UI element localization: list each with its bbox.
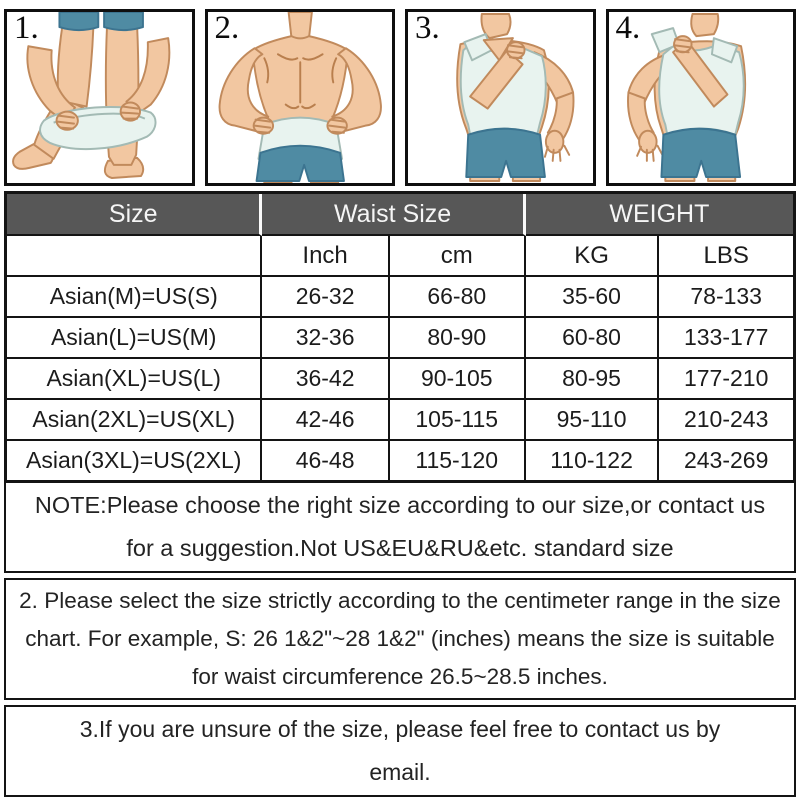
instruction-panel-4 [606,9,797,186]
lbs-cell: 177-210 [659,359,793,400]
kg-cell: 60-80 [526,318,660,359]
table-header-row [7,194,793,236]
column-header-waist-size: Waist Size [262,194,525,236]
note-contact-email: 3.If you are unsure of the size, please feel free to contact us by email. [4,705,796,797]
unit-lbs: LBS [659,236,793,277]
lbs-cell: 210-243 [659,400,793,441]
table-row [7,400,793,441]
lbs-cell: 78-133 [659,277,793,318]
size-chart-table [4,191,796,483]
cm-cell: 80-90 [390,318,526,359]
instruction-panel-3 [405,9,596,186]
size-cell: Asian(L)=US(M) [7,318,262,359]
inch-cell: 26-32 [262,277,389,318]
table-row [7,277,793,318]
note-sizing-standard: NOTE:Please choose the right size according to our size,or contact us for a suggestion.Not US&EU&RU&etc. standard size [4,483,796,573]
lbs-cell: 133-177 [659,318,793,359]
cm-cell: 105-115 [390,400,526,441]
units-empty-cell [7,236,262,277]
cm-cell: 115-120 [390,441,526,480]
kg-cell: 35-60 [526,277,660,318]
unit-inch: Inch [262,236,389,277]
instruction-panel-2 [205,9,396,186]
kg-cell: 80-95 [526,359,660,400]
instruction-panels [4,9,796,186]
cm-cell: 90-105 [390,359,526,400]
table-row [7,441,793,480]
inch-cell: 46-48 [262,441,389,480]
table-row [7,318,793,359]
step-number: 4. [615,10,641,46]
kg-cell: 95-110 [526,400,660,441]
column-header-weight: WEIGHT [526,194,793,236]
size-cell: Asian(2XL)=US(XL) [7,400,262,441]
size-cell: Asian(3XL)=US(2XL) [7,441,262,480]
unit-kg: KG [526,236,660,277]
lbs-cell: 243-269 [683,447,769,473]
inch-cell: 42-46 [262,400,389,441]
size-cell: Asian(M)=US(S) [7,277,262,318]
kg-cell: 110-122 [526,441,660,480]
instruction-panel-1 [4,9,195,186]
step-number: 3. [415,10,440,46]
cm-cell: 66-80 [390,277,526,318]
step-number: 2. [214,10,240,46]
note-centimeter-range: 2. Please select the size strictly according to the centimeter range in the size chart. For example, S: 26 1&2"~28 1&2" (inches) means the size is suitable for waist circumference 26.5~28.5 inches. [4,578,796,700]
size-cell: Asian(XL)=US(L) [7,359,262,400]
table-units-row [7,236,793,277]
unit-cm: cm [390,236,526,277]
inch-cell: 36-42 [262,359,389,400]
step-number: 1. [14,10,39,46]
inch-cell: 32-36 [262,318,389,359]
column-header-size: Size [7,194,262,236]
table-row [7,359,793,400]
